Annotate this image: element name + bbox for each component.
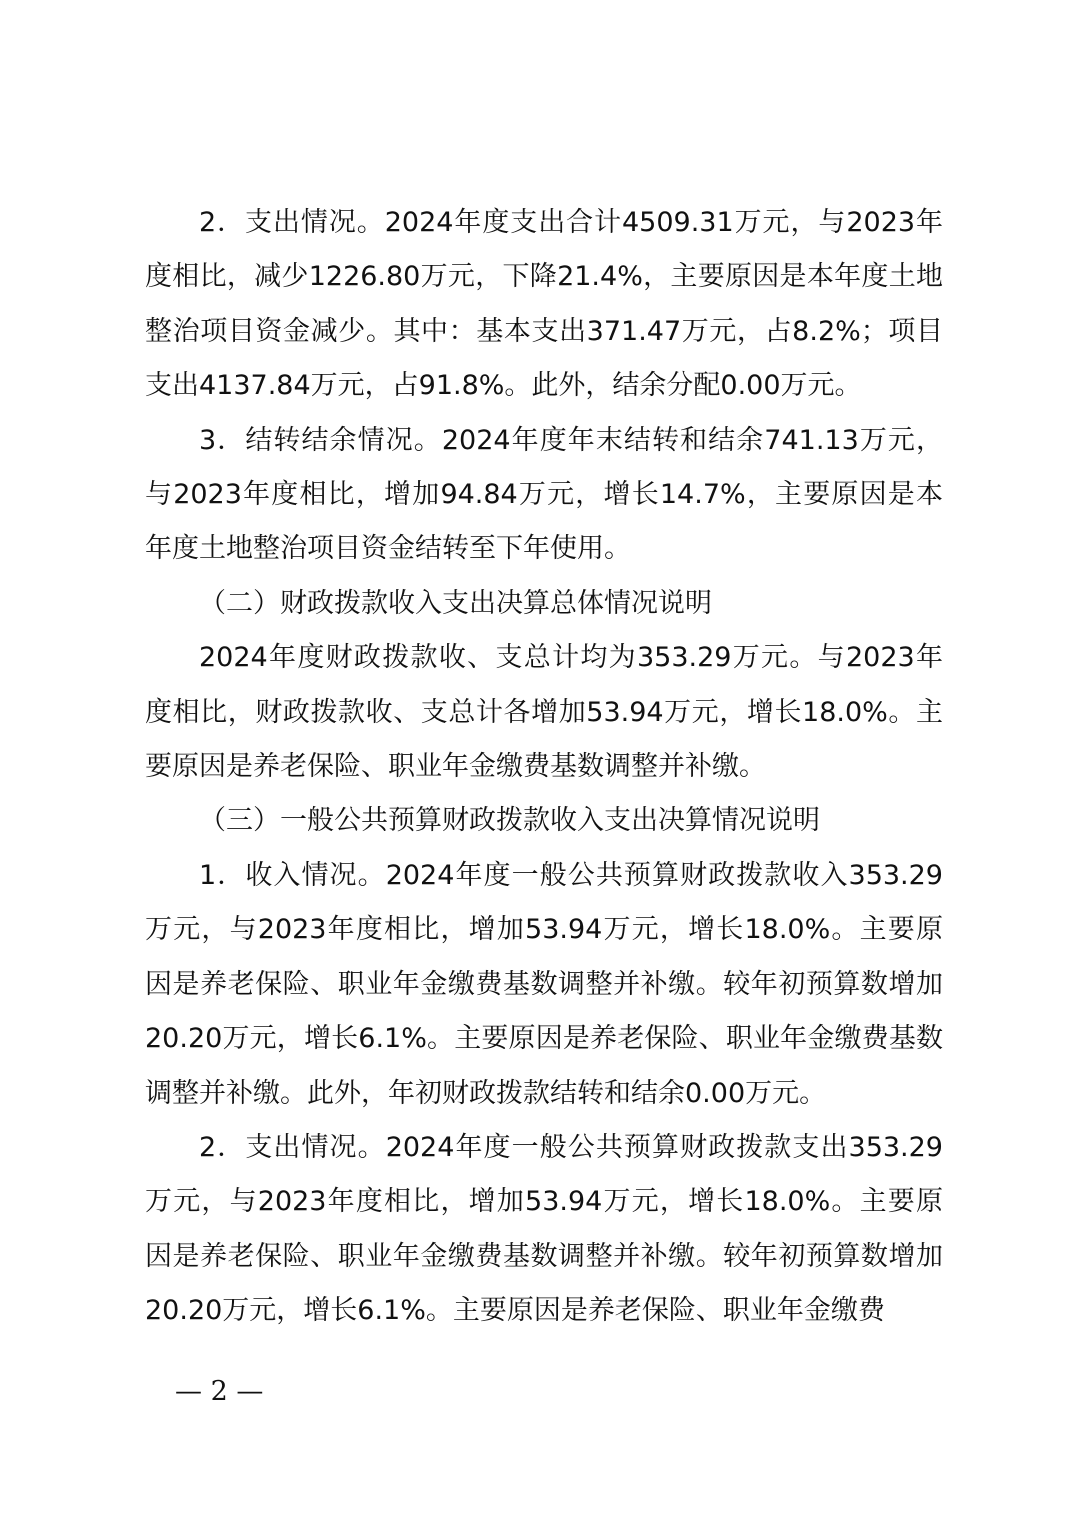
- paragraph-general-expenditure: 2．支出情况。2024年度一般公共预算财政拨款支出353.29万元，与2023年度相比，增加53.94万元，增长18.0%。主要原因是养老保险、职业年金缴费基数调整并补缴。较年初预算数增加20.20万元，增长6.1%。主要原因是养老保险、职业年金缴费: [145, 1131, 943, 1327]
- paragraph-fiscal-total: 2024年度财政拨款收、支总计均为353.29万元。与2023年度相比，财政拨款收、支总计各增加53.94万元，增长18.0%。主要原因是养老保险、职业年金缴费基数调整并补缴。: [145, 642, 943, 783]
- paragraph-carryover: 3．结转结余情况。2024年度年末结转和结余741.13万元，与2023年度相比，增加94.84万元，增长14.7%，主要原因是本年度土地整治项目资金结转至下年使用。: [145, 424, 943, 565]
- section-heading-3: （三）一般公共预算财政拨款收入支出决算情况说明: [199, 805, 820, 837]
- paragraph-expenditure: 2．支出情况。2024年度支出合计4509.31万元，与2023年度相比，减少1226.80万元，下降21.4%，主要原因是本年度土地整治项目资金减少。其中：基本支出371.47万元，占8.2%；项目支出4137.84万元，占91.8%。此外，结余分配0.00万元。: [145, 207, 943, 402]
- document-body: [145, 196, 943, 1339]
- paragraph-general-income: 1．收入情况。2024年度一般公共预算财政拨款收入353.29万元，与2023年度相比，增加53.94万元，增长18.0%。主要原因是养老保险、职业年金缴费基数调整并补缴。较年初预算数增加20.20万元，增长6.1%。主要原因是养老保险、职业年金缴费基数调整并补缴。此外，年初财政拨款结转和结余0.00万元。: [145, 859, 943, 1109]
- section-heading-2: （二）财政拨款收入支出决算总体情况说明: [199, 587, 712, 619]
- page-number: — 2 —: [175, 1376, 264, 1407]
